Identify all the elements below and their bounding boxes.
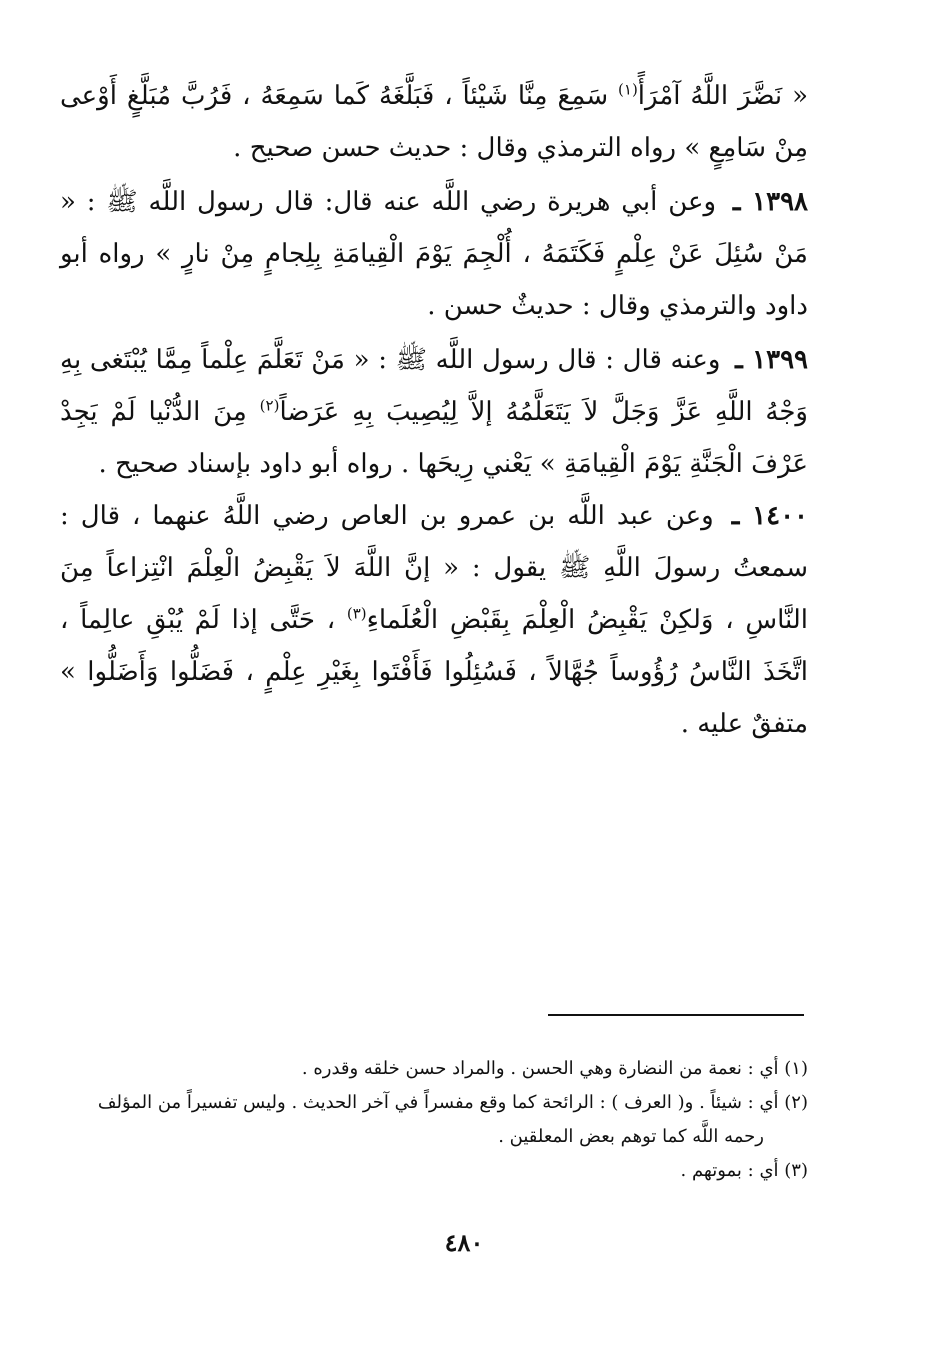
hadith-text: ، حَتَّى إذا لَمْ يُبْقِ عالِماً ، اتَّخَذَ النَّاسُ رُؤُوساً جُهَّالاً ، فَسُئِلُوا فَأَفْتَوا بِغَيْرِ عِلْمٍ ، فَضَلُّوا وَأَضَلُّوا » متفقٌ عليه . <box>60 605 808 739</box>
footnote-marker: (١) <box>618 80 638 99</box>
footnotes <box>60 1052 808 1188</box>
hadith-text: وعن عبد اللَّه بن عمرو بن العاص رضي اللَّهُ عنهما ، قال : سمعتُ رسولَ اللَّهِ ﷺ يقول : « إنَّ اللَّهَ لاَ يَقْبِضُ الْعِلْمَ انْتِزاعاً مِنَ النَّاسِ ، وَلكِنْ يَقْبِضُ الْعِلْمَ بِقَبْضِ الْعُلَماءِ <box>60 501 808 635</box>
hadith-number: ١٣٩٩ ـ <box>735 345 808 375</box>
hadith-text: « نَضَّرَ اللَّهُ آمْرَأً <box>637 81 808 111</box>
footnote-3: (٣) أي : بموتهم . <box>680 1160 808 1181</box>
footnote-marker: (٣) <box>346 604 367 623</box>
footnote-1: (١) أي : نعمة من النضارة وهي الحسن . والمراد حسن خلقه وقدره . <box>301 1058 808 1079</box>
hadith-text: وعنه قال : قال رسول اللَّه ﷺ : « مَنْ تَعَلَّمَ عِلْماً مِمَّا يُبْتَغى بِهِ وَجْهُ اللَّهِ عَزَّ وَجَلَّ لاَ يَتَعَلَّمُهُ إلاَّ لِيُصِيبَ بِهِ عَرَضاً <box>60 345 808 427</box>
hadith-number: ١٣٩٨ ـ <box>732 187 808 217</box>
page-number: ٤٨٠ <box>444 1228 484 1257</box>
hadith-text: وعن أبي هريرة رضي اللَّه عنه قال: قال رسول اللَّه ﷺ : « مَنْ سُئِلَ عَنْ عِلْمٍ فَكَتَمَهُ ، أُلْجِمَ يَوْمَ الْقِيامَةِ بِلِجامٍ مِنْ نارٍ » رواه أبو داود والترمذي وقال : حديثٌ حسن . <box>60 187 808 321</box>
hadith-1399 <box>60 334 808 490</box>
hadith-text: سَمِعَ مِنَّا شَيْئاً ، فَبَلَّغَهُ كَما سَمِعَهُ ، فَرُبَّ مُبَلَّغٍ أَوْعى مِنْ سَامِعٍ » رواه الترمذي وقال : حديث حسن صحيح . <box>60 81 808 163</box>
hadith-number: ١٤٠٠ ـ <box>731 501 809 531</box>
hadith-continuation <box>60 70 808 174</box>
hadith-text: مِنَ الدُّنْيا لَمْ يَجِدْ عَرْفَ الْجَنَّةِ يَوْمَ الْقِيامَةِ » يَعْني رِيحَها . رواه أبو داود بإسناد صحيح . <box>60 397 808 479</box>
hadith-1400 <box>60 490 808 750</box>
hadith-1398 <box>60 176 808 332</box>
footnote-2-continuation: رحمه اللَّه كما توهم بعض المعلقين . <box>498 1126 764 1147</box>
footnote-2: (٢) أي : شيئاً . و( العرف ) : الرائحة كما وقع مفسراً في آخر الحديث . وليس تفسيراً من المؤلف <box>97 1092 808 1113</box>
footnote-divider <box>548 1014 804 1016</box>
footnote-marker: (٢) <box>259 396 280 415</box>
